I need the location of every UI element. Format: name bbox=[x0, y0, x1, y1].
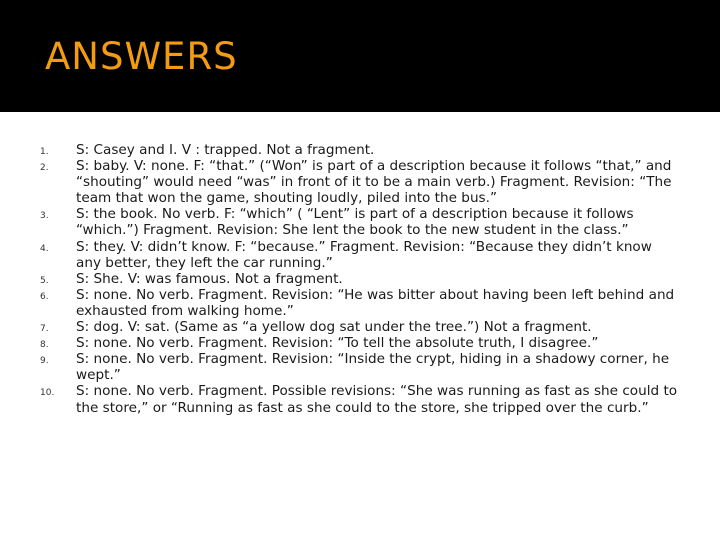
page-title: ANSWERS bbox=[45, 35, 238, 78]
answer-text: S: none. No verb. Fragment. Revision: “He was bitter about having been left behind and exhausted from walking home.” bbox=[76, 286, 675, 319]
answer-item bbox=[40, 206, 680, 238]
answer-text: S: the book. No verb. F: “which” ( “Lent” is part of a description because it follows “which.”) Fragment. Revision: She lent the book to the new student in the class.” bbox=[76, 206, 634, 239]
answer-item bbox=[40, 351, 680, 383]
answer-number: 9. bbox=[40, 356, 49, 367]
answer-item bbox=[40, 271, 680, 287]
answer-number: 8. bbox=[40, 340, 49, 351]
answer-item bbox=[40, 319, 680, 335]
answer-list bbox=[40, 142, 680, 416]
title-bar bbox=[0, 0, 720, 112]
answer-item bbox=[40, 287, 680, 319]
answer-number: 10. bbox=[40, 388, 55, 399]
answer-text: S: She. V: was famous. Not a fragment. bbox=[76, 270, 343, 287]
answer-text: S: none. No verb. Fragment. Revision: “To tell the absolute truth, I disagree.” bbox=[76, 335, 599, 352]
answer-number: 2. bbox=[40, 163, 49, 174]
answer-text: S: they. V: didn’t know. F: “because.” Fragment. Revision: “Because they didn’t know any better, they left the car running.” bbox=[76, 238, 652, 271]
answer-item bbox=[40, 158, 680, 206]
answer-text: S: dog. V: sat. (Same as “a yellow dog sat under the tree.”) Not a fragment. bbox=[76, 319, 592, 336]
answer-text: S: baby. V: none. F: “that.” (“Won” is part of a description because it follows “that,” and “shouting” would need “was” in front of it to be a main verb.) Fragment. Revision: “The team that won the game, shouting loudly, piled into the bus.” bbox=[76, 158, 672, 207]
answer-number: 5. bbox=[40, 275, 49, 286]
answer-item bbox=[40, 383, 680, 415]
answer-number: 3. bbox=[40, 211, 49, 222]
answer-number: 6. bbox=[40, 291, 49, 302]
answer-item bbox=[40, 335, 680, 351]
answer-number: 4. bbox=[40, 243, 49, 254]
answer-item bbox=[40, 142, 680, 158]
answer-text: S: Casey and I. V : trapped. Not a fragment. bbox=[76, 142, 375, 158]
answer-item bbox=[40, 239, 680, 271]
answer-number: 1. bbox=[40, 147, 49, 157]
answer-text: S: none. No verb. Fragment. Revision: “Inside the crypt, hiding in a shadowy corner, he wept.” bbox=[76, 351, 670, 384]
answer-number: 7. bbox=[40, 324, 49, 335]
answer-text: S: none. No verb. Fragment. Possible revisions: “She was running as fast as she could to the store,” or “Running as fast as she could to the store, she tripped over the curb.” bbox=[76, 383, 678, 416]
